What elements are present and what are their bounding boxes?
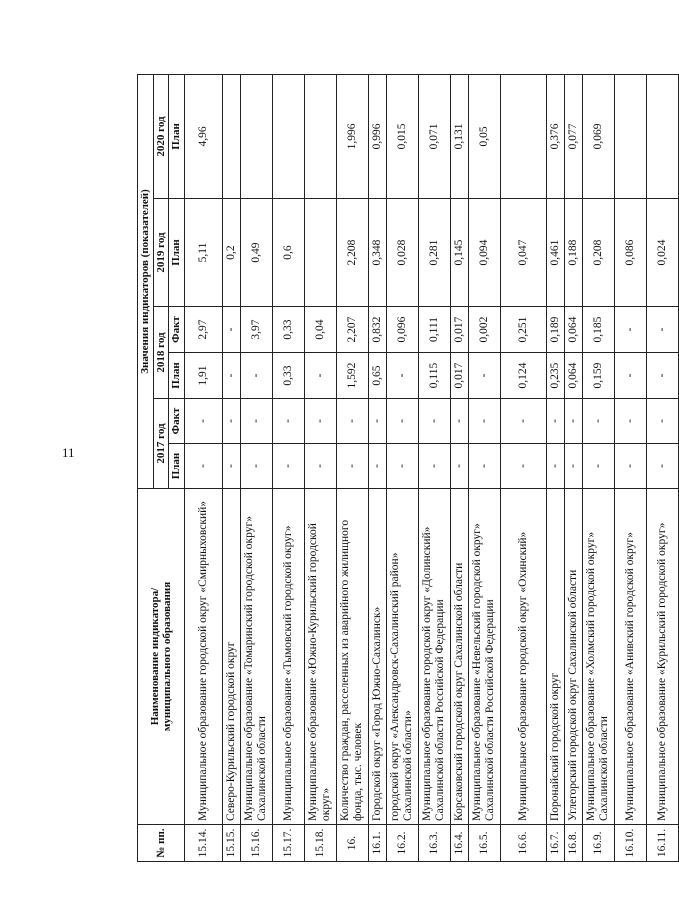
indicator-name: Муниципальное образование «Южно-Курильский городской округ» — [304, 489, 336, 825]
value-cell: - — [614, 399, 646, 444]
plan-header: План — [169, 444, 184, 489]
fact-header: Факт — [169, 307, 184, 353]
value-cell: 0,145 — [450, 199, 468, 307]
value-cell: 0,208 — [582, 199, 614, 307]
value-cell: 0,33 — [272, 353, 304, 399]
value-cell: 0,096 — [386, 307, 418, 353]
value-cell: - — [222, 444, 240, 489]
value-cell: 2,207 — [336, 307, 368, 353]
value-cell: 3,97 — [240, 307, 272, 353]
value-cell: 0,49 — [240, 199, 272, 307]
value-cell: 0,064 — [564, 307, 582, 353]
indicator-name: Количество граждан, расселенных из аварийного жилищного фонда, тыс. человек — [336, 489, 368, 825]
row-number: 16.4. — [450, 825, 468, 862]
value-cell: - — [468, 353, 500, 399]
indicator-name: Углегорский городской округ Сахалинской области — [564, 489, 582, 825]
value-cell: - — [418, 444, 450, 489]
value-cell: - — [272, 444, 304, 489]
table-row — [582, 74, 614, 861]
row-number: 15.15. — [222, 825, 240, 862]
value-cell: - — [240, 353, 272, 399]
value-cell: 0,131 — [450, 74, 468, 198]
value-cell: - — [468, 399, 500, 444]
value-cell: 0,111 — [418, 307, 450, 353]
row-number: 16.5. — [468, 825, 500, 862]
row-number: 15.17. — [272, 825, 304, 862]
value-cell — [304, 74, 336, 198]
value-cell: - — [386, 444, 418, 489]
value-cell: 0,017 — [450, 307, 468, 353]
value-cell: 0,832 — [368, 307, 386, 353]
year-header-2019: 2019 год — [154, 199, 169, 307]
indicator-table — [137, 74, 679, 862]
value-cell: 5,11 — [184, 199, 222, 307]
value-cell: 0,077 — [564, 74, 582, 198]
plan-header: План — [169, 199, 184, 307]
value-cell — [240, 74, 272, 198]
value-cell: - — [368, 399, 386, 444]
value-cell: 0,002 — [468, 307, 500, 353]
year-header-2018: 2018 год — [154, 307, 169, 399]
value-cell: - — [336, 444, 368, 489]
value-cell: 0,04 — [304, 307, 336, 353]
value-cell: - — [614, 307, 646, 353]
col-header-name — [138, 489, 185, 825]
table-row — [500, 74, 546, 861]
value-cell: 4,96 — [184, 74, 222, 198]
row-number: 16.7. — [546, 825, 564, 862]
row-number: 16.6. — [500, 825, 546, 862]
value-cell: 0,281 — [418, 199, 450, 307]
value-cell: 0,189 — [546, 307, 564, 353]
value-cell: 0,159 — [582, 353, 614, 399]
value-cell: 0,015 — [386, 74, 418, 198]
value-cell: - — [500, 399, 546, 444]
value-cell: 0,65 — [368, 353, 386, 399]
value-cell: - — [582, 399, 614, 444]
value-cell: 0,376 — [546, 74, 564, 198]
value-cell: - — [468, 444, 500, 489]
table-row — [184, 74, 222, 861]
value-cell: - — [222, 353, 240, 399]
value-cell: - — [386, 353, 418, 399]
table-row — [468, 74, 500, 861]
table-body — [184, 74, 678, 861]
value-cell: - — [564, 399, 582, 444]
value-cell: 0,071 — [418, 74, 450, 198]
row-number: 16. — [336, 825, 368, 862]
indicator-name: Муниципальное образование «Тымовский городской округ» — [272, 489, 304, 825]
value-cell: - — [646, 307, 678, 353]
indicator-name: Муниципальное образование городской округ «Долинский» Сахалинской области Российской Федерации — [418, 489, 450, 825]
table-row — [418, 74, 450, 861]
value-cell: 0,069 — [582, 74, 614, 198]
table-row — [222, 74, 240, 861]
value-cell: - — [614, 444, 646, 489]
table-row — [386, 74, 418, 861]
value-cell: 0,2 — [222, 199, 240, 307]
value-cell — [500, 74, 546, 198]
value-cell: - — [368, 444, 386, 489]
value-cell: 1,91 — [184, 353, 222, 399]
indicator-name: Северо-Курильский городской округ — [222, 489, 240, 825]
indicator-name: городской округ «Александровск-Сахалинский район» Сахалинской области» — [386, 489, 418, 825]
value-cell: - — [304, 399, 336, 444]
value-cell: - — [500, 444, 546, 489]
table-row — [646, 74, 678, 861]
value-cell: - — [450, 444, 468, 489]
value-cell: 0,188 — [564, 199, 582, 307]
value-cell: 1,592 — [336, 353, 368, 399]
value-cell: 0,461 — [546, 199, 564, 307]
value-cell: - — [240, 399, 272, 444]
value-cell: - — [646, 399, 678, 444]
row-number: 16.1. — [368, 825, 386, 862]
page-number: 11 — [62, 445, 75, 460]
value-cell: 0,33 — [272, 307, 304, 353]
value-cell: - — [304, 444, 336, 489]
value-cell: 0,185 — [582, 307, 614, 353]
year-header-2020: 2020 год — [154, 74, 169, 198]
value-cell: 2,97 — [184, 307, 222, 353]
row-number: 16.9. — [582, 825, 614, 862]
value-cell — [272, 74, 304, 198]
indicator-name: Городской округ «Город Южно-Сахалинск» — [368, 489, 386, 825]
value-cell: - — [240, 444, 272, 489]
indicator-name: Муниципальное образование «Томаринский городской округ» Сахалинской области — [240, 489, 272, 825]
value-cell: - — [418, 399, 450, 444]
value-cell: 0,996 — [368, 74, 386, 198]
value-cell: - — [386, 399, 418, 444]
value-cell: - — [336, 399, 368, 444]
row-number: 16.8. — [564, 825, 582, 862]
row-number: 16.2. — [386, 825, 418, 862]
table-row — [240, 74, 272, 861]
value-cell: 0,017 — [450, 353, 468, 399]
value-cell — [646, 74, 678, 198]
value-cell: 0,6 — [272, 199, 304, 307]
indicator-name: Муниципальное образование «Холмский городской округ» Сахалинской области — [582, 489, 614, 825]
value-cell: - — [546, 444, 564, 489]
value-cell: 0,251 — [500, 307, 546, 353]
table-row — [336, 74, 368, 861]
table-row — [614, 74, 646, 861]
row-number: 15.14. — [184, 825, 222, 862]
indicator-name: Муниципальное образование городской округ «Смирныховский» — [184, 489, 222, 825]
year-header-2017: 2017 год — [154, 399, 169, 489]
value-cell: 2,208 — [336, 199, 368, 307]
plan-header: План — [169, 74, 184, 198]
value-cell — [304, 199, 336, 307]
value-cell: 0,064 — [564, 353, 582, 399]
value-cell: - — [272, 399, 304, 444]
value-cell: 0,235 — [546, 353, 564, 399]
value-cell: - — [222, 307, 240, 353]
value-cell: 1,996 — [336, 74, 368, 198]
value-cell — [614, 74, 646, 198]
row-number: 16.11. — [646, 825, 678, 862]
table-row — [450, 74, 468, 861]
table-row — [272, 74, 304, 861]
table-row — [368, 74, 386, 861]
value-cell: - — [222, 399, 240, 444]
table-row — [304, 74, 336, 861]
fact-header: Факт — [169, 399, 184, 444]
row-number: 16.3. — [418, 825, 450, 862]
value-cell: - — [646, 444, 678, 489]
value-cell: - — [646, 353, 678, 399]
value-cell: 0,028 — [386, 199, 418, 307]
value-cell: 0,05 — [468, 74, 500, 198]
values-group-header: Значения индикаторов (показателей) — [138, 74, 154, 488]
col-header-number: № пп. — [138, 825, 185, 862]
name-header-line2: муниципального образования — [160, 581, 173, 732]
indicator-name: Муниципальное образование «Курильский городской округ» — [646, 489, 678, 825]
indicator-name: Корсаковский городской округ Сахалинской области — [450, 489, 468, 825]
value-cell: 0,047 — [500, 199, 546, 307]
table-row — [546, 74, 564, 861]
value-cell: 0,124 — [500, 353, 546, 399]
value-cell: - — [564, 444, 582, 489]
value-cell: - — [184, 399, 222, 444]
value-cell: - — [614, 353, 646, 399]
indicator-name: Муниципальное образование «Анивский городской округ» — [614, 489, 646, 825]
value-cell: - — [582, 444, 614, 489]
indicator-name: Поронайский городской округ — [546, 489, 564, 825]
value-cell: - — [450, 399, 468, 444]
plan-header: План — [169, 353, 184, 399]
row-number: 15.16. — [240, 825, 272, 862]
value-cell: - — [304, 353, 336, 399]
name-header-line1: Наименование индикатора/ — [148, 587, 161, 726]
row-number: 15.18. — [304, 825, 336, 862]
table-row — [564, 74, 582, 861]
indicator-name: Муниципальное образование «Невельский городской округ» Сахалинской области Российской Федерации — [468, 489, 500, 825]
value-cell: - — [184, 444, 222, 489]
value-cell: 0,115 — [418, 353, 450, 399]
value-cell: 0,086 — [614, 199, 646, 307]
indicator-name: Муниципальное образование городской округ «Охинский» — [500, 489, 546, 825]
row-number: 16.10. — [614, 825, 646, 862]
value-cell: 0,094 — [468, 199, 500, 307]
value-cell: 0,348 — [368, 199, 386, 307]
value-cell — [222, 74, 240, 198]
value-cell: - — [546, 399, 564, 444]
value-cell: 0,024 — [646, 199, 678, 307]
